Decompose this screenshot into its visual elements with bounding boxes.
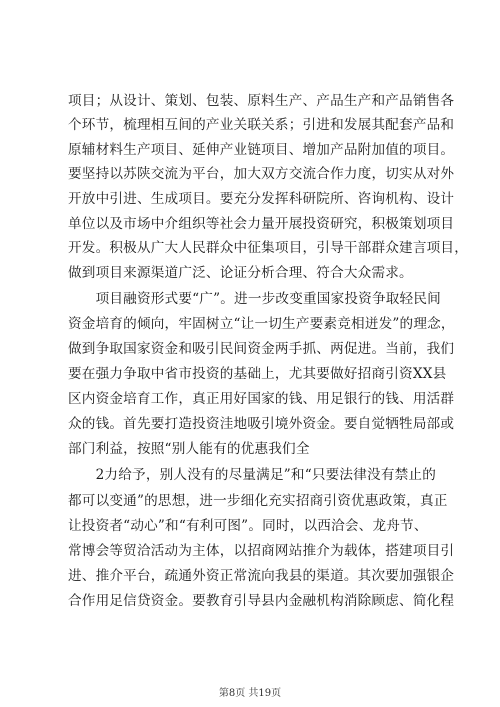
text-line: 项目；从设计、策划、包装、原料生产、产品生产和产品销售各: [68, 93, 455, 109]
text-line: 项目融资形式要“广”。进一步改变重国家投资争取轻民间: [68, 291, 441, 307]
text-line: 开发。积极从广大人民群众中征集项目，引导干部群众建言项目，: [68, 240, 469, 256]
text-line: 要坚持以苏陕交流为平台，加大双方交流合作力度，切实从对外: [68, 166, 455, 182]
text-line: 资金培育的倾向，牢固树立“让一切生产要素竞相迸发”的理念，: [68, 316, 455, 332]
text-line: 要在强力争取中省市投资的基础上，尤其要做好招商引资XX县: [68, 366, 447, 382]
text-line: 都可以变通”的思想，进一步细化充实招商引资优惠政策，真正: [68, 493, 448, 509]
text-line: 常博会等贸洽活动为主体，以招商网站推介为载体，搭建项目引: [68, 543, 455, 559]
text-line: 2力给予，别人没有的尽量满足”和“只要法律没有禁止的: [68, 467, 436, 483]
text-line: 原辅材料生产项目、延伸产业链项目、增加产品附加值的项目。: [68, 142, 455, 158]
text-line: 个环节，梳理相互间的产业关联关系；引进和发展其配套产品和: [68, 117, 455, 133]
text-line: 开放中引进、生成项目。要充分发挥科研院所、咨询机构、设计: [68, 191, 455, 207]
text-line: 做到争取国家资金和吸引民间资金两手抓、两促进。当前，我们: [68, 341, 455, 357]
page-number-footer: 第8页 共19页: [218, 688, 282, 699]
text-line: 部门利益，按照“别人能有的优惠我们全: [68, 441, 310, 457]
text-line: 众的钱。首先要打造投资洼地吸引境外资金。要自觉牺牲局部或: [68, 416, 455, 432]
text-line: 让投资者“动心”和“有利可图”。同时，以西洽会、龙舟节、: [68, 518, 428, 534]
text-line: 区内资金培育工作，真正用好国家的钱、用足银行的钱、用活群: [68, 391, 455, 407]
text-line: 进、推介平台，疏通外资正常流向我县的渠道。其次要加强银企: [68, 568, 455, 584]
text-line: 做到项目来源渠道广泛、论证分析合理、符合大众需求。: [68, 265, 413, 281]
text-line: 单位以及市场中介组织等社会力量开展投资研究，积极策划项目: [68, 216, 455, 232]
text-line: 合作用足信贷资金。要教育引导县内金融机构消除顾虑、简化程: [68, 593, 455, 609]
